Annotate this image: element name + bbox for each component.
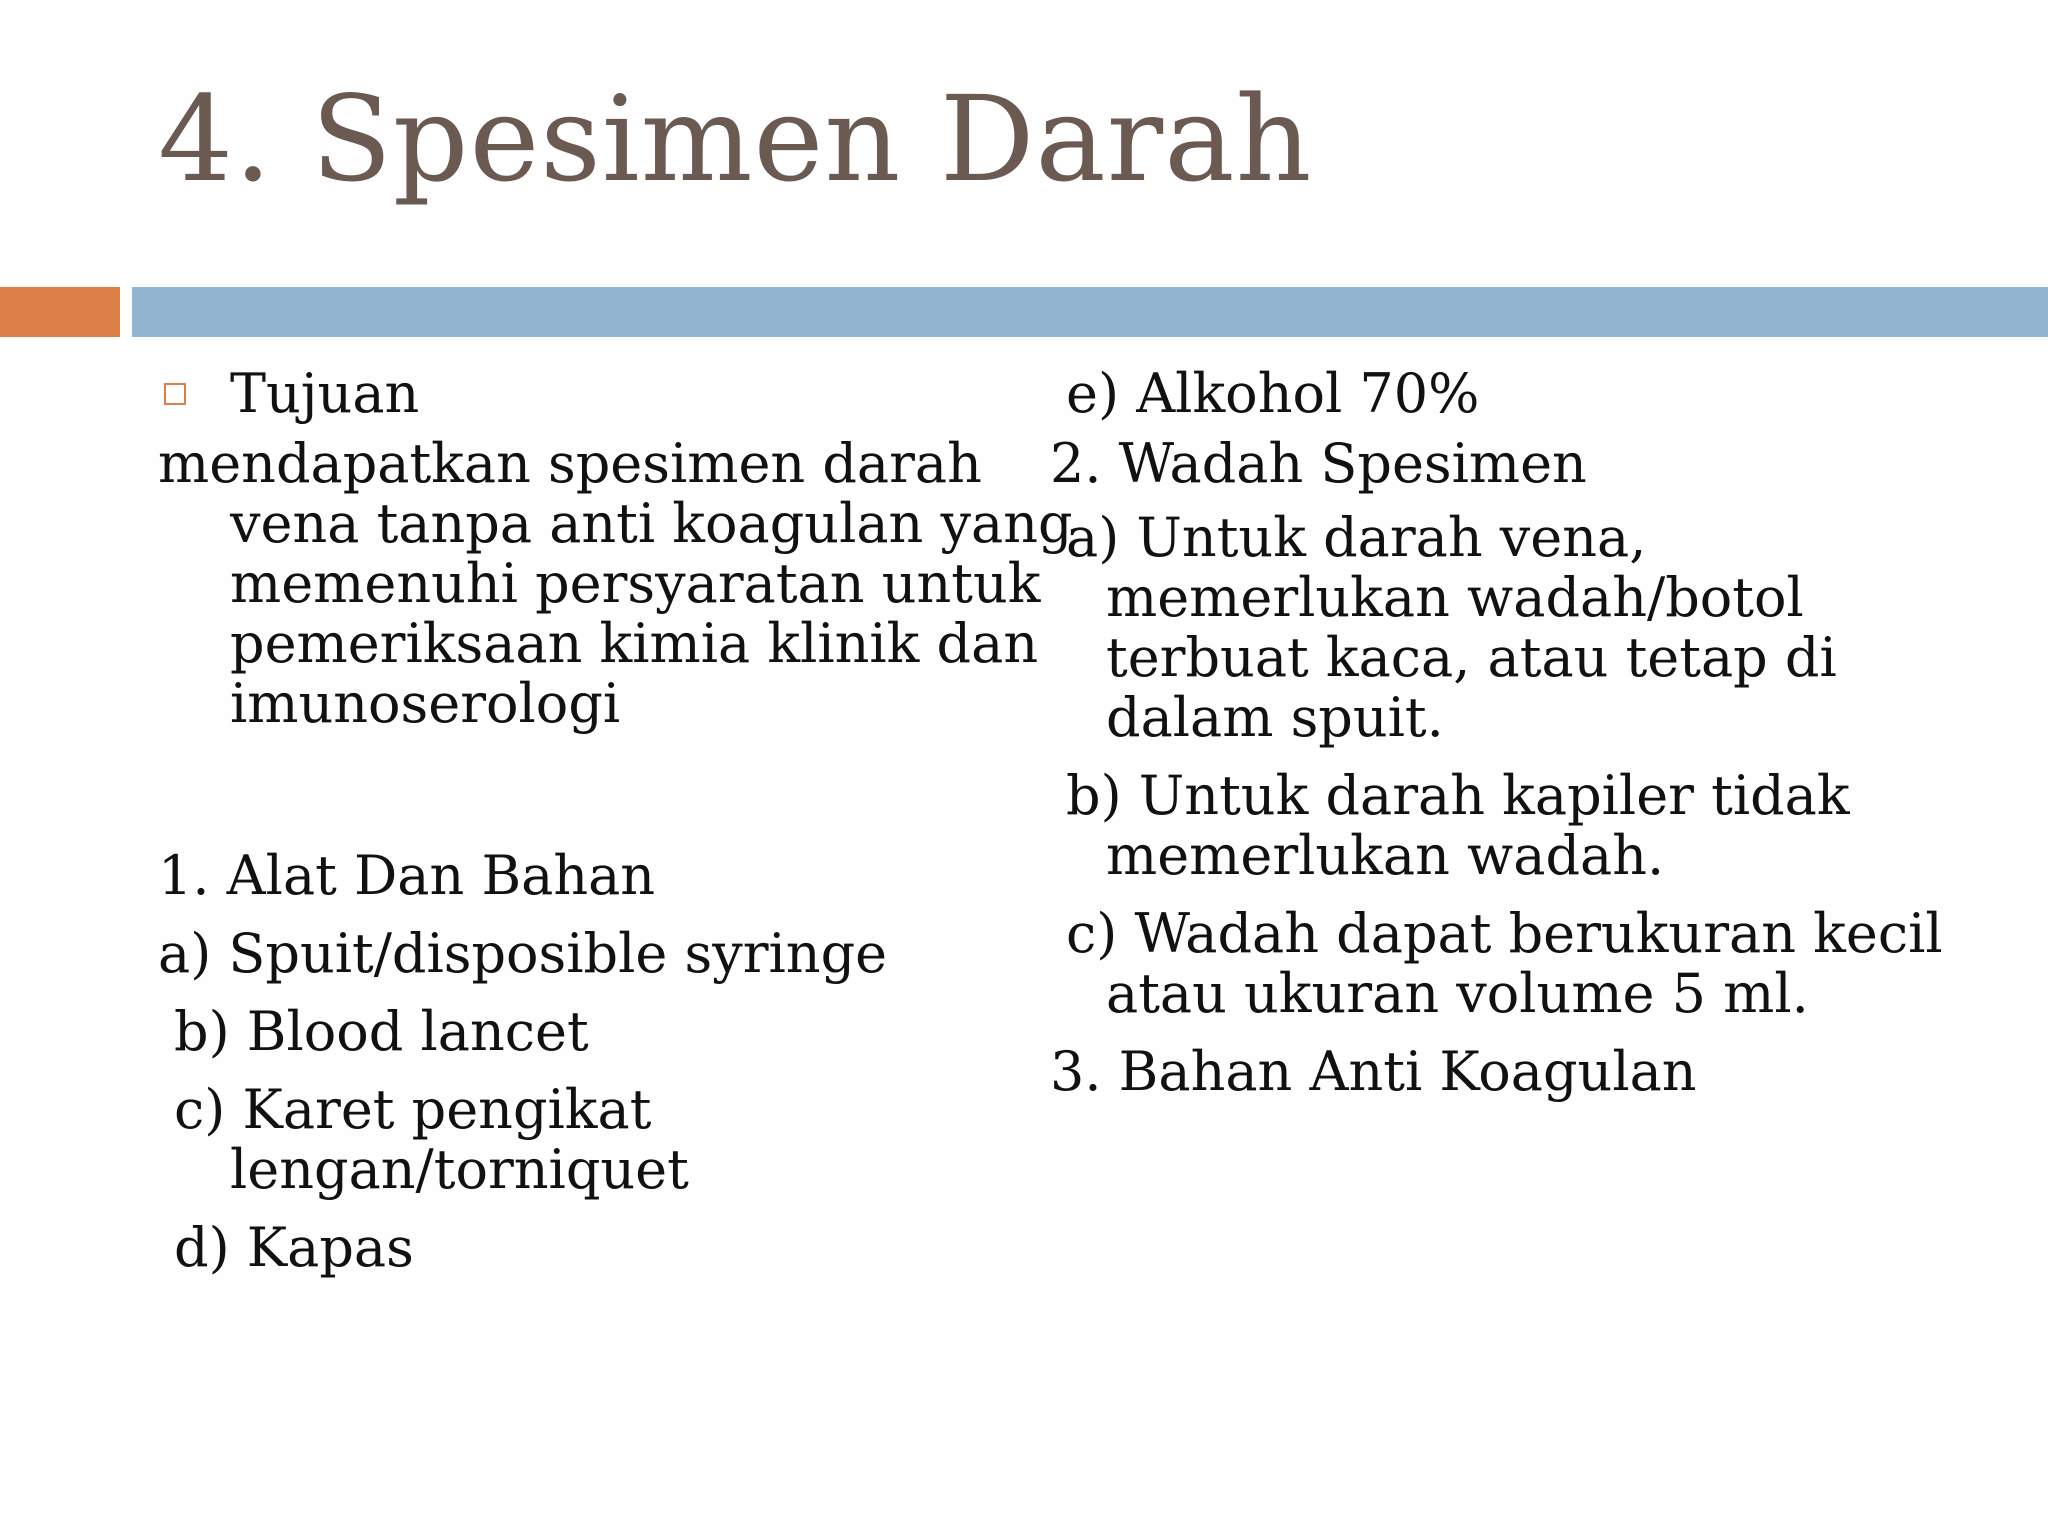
square-outline-icon (164, 383, 186, 405)
list-item-b: b) Blood lancet (174, 1000, 589, 1063)
list-item-c-continued: lengan/torniquet (230, 1138, 689, 1201)
bullet-heading: Tujuan (230, 362, 420, 425)
purpose-line: mendapatkan spesimen darah (158, 432, 982, 495)
wadah-item-c (1050, 904, 2030, 1024)
wadah-item-a-line: dalam spuit. (1106, 686, 1444, 749)
section-heading-wadah: 2. Wadah Spesimen (1050, 432, 1587, 495)
wadah-item-b (1050, 766, 2030, 886)
purpose-paragraph (158, 432, 1073, 735)
slide-title: 4. Spesimen Darah (158, 70, 1313, 208)
section-heading-alat-bahan: 1. Alat Dan Bahan (158, 844, 656, 907)
purpose-line: vena tanpa anti koagulan yang (230, 492, 1073, 555)
accent-bar-orange (0, 287, 120, 337)
wadah-item-a-line: memerlukan wadah/botol (1106, 566, 1804, 629)
right-column (1050, 362, 2030, 1102)
wadah-item-c-line: c) Wadah dapat berukuran kecil (1066, 902, 1943, 965)
purpose-line: pemeriksaan kimia klinik dan (230, 612, 1039, 675)
left-column (158, 362, 1073, 1279)
list-item-a: a) Spuit/disposible syringe (158, 922, 888, 985)
purpose-line: memenuhi persyaratan untuk (230, 552, 1041, 615)
list-item-c: c) Karet pengikat (174, 1078, 652, 1141)
section-heading-anti-koagulan: 3. Bahan Anti Koagulan (1050, 1040, 1697, 1103)
list-item-e: e) Alkohol 70% (1066, 362, 1480, 425)
wadah-item-a-line: terbuat kaca, atau tetap di (1106, 626, 1837, 689)
wadah-item-b-line: b) Untuk darah kapiler tidak (1066, 764, 1850, 827)
wadah-item-b-line: memerlukan wadah. (1106, 824, 1665, 887)
bullet-item-tujuan (158, 362, 1038, 426)
wadah-item-a-line: a) Untuk darah vena, (1066, 506, 1647, 569)
accent-bar-blue (132, 287, 2048, 337)
wadah-item-a (1050, 508, 2030, 748)
purpose-line: imunoserologi (230, 672, 621, 735)
list-item-d: d) Kapas (174, 1216, 414, 1279)
wadah-item-c-line: atau ukuran volume 5 ml. (1106, 962, 1809, 1025)
